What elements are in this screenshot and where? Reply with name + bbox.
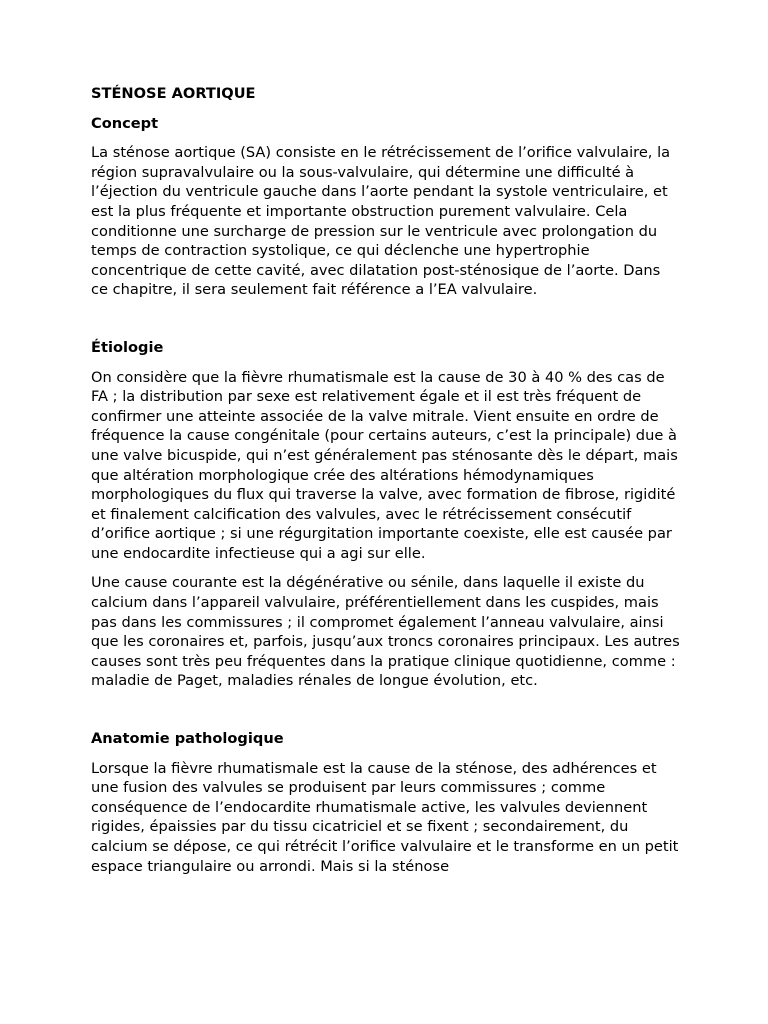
section-spacer xyxy=(91,310,681,338)
section-heading-concept: Concept xyxy=(91,114,159,132)
paragraph-concept-1: La sténose aortique (SA) consiste en le rétrécissement de l’orifice valvulaire, la région supravalvulaire ou la sous-valvulaire, qui détermine une difficulté à l’éjection du ventricule gauche dans l’aorte pendant la systole ventriculaire, et est la plus fréquente et importante obstruction purement valvulaire. Cela conditionne une surcharge de pression sur le ventricule avec prolongation du temps de contraction systolique, ce qui déclenche une hypertrophie concentrique de cette cavité, avec dilatation post-sténosique de l’aorte. Dans ce chapitre, il sera seulement fait référence a l’EA valvulaire. xyxy=(91,144,671,299)
paragraph-anatomie-1: Lorsque la fièvre rhumatismale est la cause de la sténose, des adhérences et une fusion des valvules se produisent par leurs commissures ; comme conséquence de l’endocardite rhumatismale active, les valvules deviennent rigides, épaissies par du tissu cicatriciel et se fixent ; secondairement, du calcium se dépose, ce qui rétrécit l’orifice valvulaire et le transforme en un petit espace triangulaire ou arrondi. Mais si la sténose xyxy=(91,759,679,875)
paragraph-etiologie-1: On considère que la fièvre rhumatismale est la cause de 30 à 40 % des cas de FA ; la distribution par sexe est relativement égale et il est très fréquent de confirmer une atteinte associée de la valve mitrale. Vient ensuite en ordre de fréquence la cause congénitale (pour certains auteurs, c’est la principale) due à une valve bicuspide, qui n’est généralement pas sténosante dès le départ, mais que altération morphologique crée des altérations hémodynamiques morphologiques du flux qui traverse la valve, avec formation de fibrose, rigidité et finalement calcification des valvules, avec le rétrécissement consécutif d’orifice aortique ; si une régurgitation importante coexiste, elle est causée par une endocardite infectieuse qui a agi sur elle. xyxy=(91,368,678,562)
section-heading-etiologie: Étiologie xyxy=(91,338,164,356)
document-page xyxy=(91,84,681,886)
section-heading-anatomie: Anatomie pathologique xyxy=(91,730,284,748)
document-title: STÉNOSE AORTIQUE xyxy=(91,85,256,102)
paragraph-etiologie-2: Une cause courante est la dégénérative ou sénile, dans laquelle il existe du calcium dans l’appareil valvulaire, préférentiellement dans les cuspides, mais pas dans les commissures ; il compromet également l’anneau valvulaire, ainsi que les coronaires et, parfois, jusqu’aux troncs coronaires principaux. Les autres causes sont très peu fréquentes dans la pratique clinique quotidienne, comme : maladie de Paget, maladies rénales de longue évolution, etc. xyxy=(91,574,680,690)
section-spacer xyxy=(91,701,681,729)
